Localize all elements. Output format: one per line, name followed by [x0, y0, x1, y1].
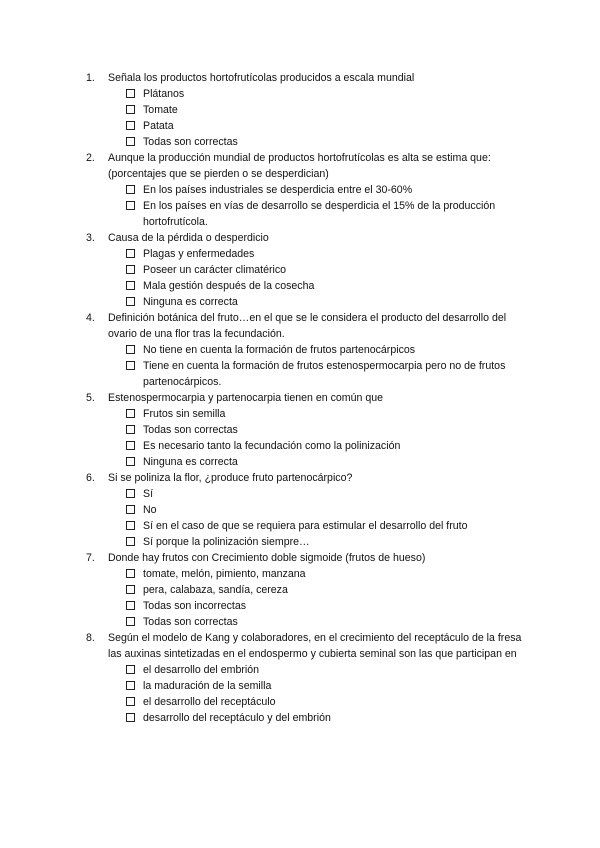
option-label: Sí	[143, 488, 154, 500]
checkbox-icon[interactable]	[126, 585, 135, 594]
option-label: pera, calabaza, sandía, cereza	[143, 584, 288, 596]
question-item	[86, 150, 526, 230]
checkbox-icon[interactable]	[126, 425, 135, 434]
answer-option	[143, 262, 526, 278]
checkbox-icon[interactable]	[126, 681, 135, 690]
answer-option	[143, 694, 526, 710]
option-label: Patata	[143, 120, 174, 132]
checkbox-icon[interactable]	[126, 569, 135, 578]
checkbox-icon[interactable]	[126, 345, 135, 354]
answer-option	[143, 198, 526, 230]
answer-option	[143, 678, 526, 694]
option-label: Mala gestión después de la cosecha	[143, 280, 315, 292]
checkbox-icon[interactable]	[126, 521, 135, 530]
question-text: Aunque la producción mundial de productos hortofrutícolas es alta se estima que: (porcentajes que se pierden o se desperdician)	[108, 152, 491, 180]
checkbox-icon[interactable]	[126, 281, 135, 290]
answer-option	[143, 406, 526, 422]
option-list	[108, 662, 526, 726]
question-number: 7.	[86, 552, 95, 564]
option-label: Todas son correctas	[143, 424, 238, 436]
option-label: Plagas y enfermedades	[143, 248, 255, 260]
question-text: Donde hay frutos con Crecimiento doble sigmoide (frutos de hueso)	[108, 552, 426, 564]
option-label: Todas son correctas	[143, 136, 238, 148]
checkbox-icon[interactable]	[126, 537, 135, 546]
question-text: Estenospermocarpia y partenocarpia tienen en común que	[108, 392, 384, 404]
option-label: Plátanos	[143, 88, 185, 100]
option-label: Ninguna es correcta	[143, 296, 238, 308]
answer-option	[143, 710, 526, 726]
question-item	[86, 630, 526, 726]
option-list	[108, 86, 526, 150]
option-label: No	[143, 504, 157, 516]
question-text: Si se poliniza la flor, ¿produce fruto partenocárpico?	[108, 472, 353, 484]
answer-option	[143, 518, 526, 534]
checkbox-icon[interactable]	[126, 601, 135, 610]
checkbox-icon[interactable]	[126, 249, 135, 258]
option-label: Es necesario tanto la fecundación como la polinización	[143, 440, 401, 452]
option-list	[108, 182, 526, 230]
checkbox-icon[interactable]	[126, 441, 135, 450]
answer-option	[143, 598, 526, 614]
answer-option	[143, 86, 526, 102]
answer-option	[143, 614, 526, 630]
answer-option	[143, 582, 526, 598]
answer-option	[143, 422, 526, 438]
option-list	[108, 246, 526, 310]
question-item	[86, 550, 526, 630]
answer-option	[143, 246, 526, 262]
option-label: Poseer un carácter climatérico	[143, 264, 287, 276]
option-list	[108, 406, 526, 470]
option-label: el desarrollo del embrión	[143, 664, 260, 676]
question-item	[86, 390, 526, 470]
question-text: Causa de la pérdida o desperdicio	[108, 232, 269, 244]
answer-option	[143, 134, 526, 150]
answer-option	[143, 342, 526, 358]
option-label: Frutos sin semilla	[143, 408, 226, 420]
option-label: Tiene en cuenta la formación de frutos estenospermocarpia pero no de frutos partenocárpicos.	[143, 360, 506, 388]
answer-option	[143, 118, 526, 134]
checkbox-icon[interactable]	[126, 505, 135, 514]
checkbox-icon[interactable]	[126, 105, 135, 114]
checkbox-icon[interactable]	[126, 297, 135, 306]
checkbox-icon[interactable]	[126, 457, 135, 466]
question-number: 8.	[86, 632, 95, 644]
answer-option	[143, 438, 526, 454]
checkbox-icon[interactable]	[126, 89, 135, 98]
checkbox-icon[interactable]	[126, 361, 135, 370]
checkbox-icon[interactable]	[126, 697, 135, 706]
question-text: Señala los productos hortofrutícolas producidos a escala mundial	[108, 72, 415, 84]
question-number: 4.	[86, 312, 95, 324]
answer-option	[143, 182, 526, 198]
option-label: Sí en el caso de que se requiera para estimular el desarrollo del fruto	[143, 520, 468, 532]
answer-option	[143, 534, 526, 550]
checkbox-icon[interactable]	[126, 665, 135, 674]
option-label: No tiene en cuenta la formación de frutos partenocárpicos	[143, 344, 416, 356]
question-item	[86, 230, 526, 310]
answer-option	[143, 502, 526, 518]
option-label: Sí porque la polinización siempre…	[143, 536, 310, 548]
question-number: 3.	[86, 232, 95, 244]
option-label: tomate, melón, pimiento, manzana	[143, 568, 306, 580]
option-list	[108, 566, 526, 630]
question-item	[86, 470, 526, 550]
checkbox-icon[interactable]	[126, 617, 135, 626]
option-label: En los países en vías de desarrollo se desperdicia el 15% de la producción hortofrutícola.	[143, 200, 496, 228]
question-text: Según el modelo de Kang y colaboradores, en el crecimiento del receptáculo de la fresa las auxinas sintetizadas en el endospermo y cubierta seminal son las que participan en	[108, 632, 522, 660]
question-item	[86, 70, 526, 150]
checkbox-icon[interactable]	[126, 185, 135, 194]
checkbox-icon[interactable]	[126, 201, 135, 210]
option-list	[108, 342, 526, 390]
option-label: el desarrollo del receptáculo	[143, 696, 276, 708]
checkbox-icon[interactable]	[126, 713, 135, 722]
answer-option	[143, 486, 526, 502]
answer-option	[143, 294, 526, 310]
answer-option	[143, 566, 526, 582]
question-item	[86, 310, 526, 390]
answer-option	[143, 102, 526, 118]
question-number: 1.	[86, 72, 95, 84]
answer-option	[143, 454, 526, 470]
question-list	[0, 70, 600, 726]
option-label: Todas son correctas	[143, 616, 238, 628]
answer-option	[143, 278, 526, 294]
option-label: la maduración de la semilla	[143, 680, 272, 692]
checkbox-icon[interactable]	[126, 137, 135, 146]
question-number: 6.	[86, 472, 95, 484]
option-label: Ninguna es correcta	[143, 456, 238, 468]
option-label: Todas son incorrectas	[143, 600, 247, 612]
question-text: Definición botánica del fruto…en el que se le considera el producto del desarrollo del ovario de una flor tras la fecundación.	[108, 312, 507, 340]
checkbox-icon[interactable]	[126, 409, 135, 418]
checkbox-icon[interactable]	[126, 265, 135, 274]
answer-option	[143, 358, 526, 390]
option-label: desarrollo del receptáculo y del embrión	[143, 712, 331, 724]
answer-option	[143, 662, 526, 678]
question-number: 5.	[86, 392, 95, 404]
option-list	[108, 486, 526, 550]
checkbox-icon[interactable]	[126, 121, 135, 130]
checkbox-icon[interactable]	[126, 489, 135, 498]
option-label: En los países industriales se desperdicia entre el 30-60%	[143, 184, 413, 196]
option-label: Tomate	[143, 104, 178, 116]
question-number: 2.	[86, 152, 95, 164]
